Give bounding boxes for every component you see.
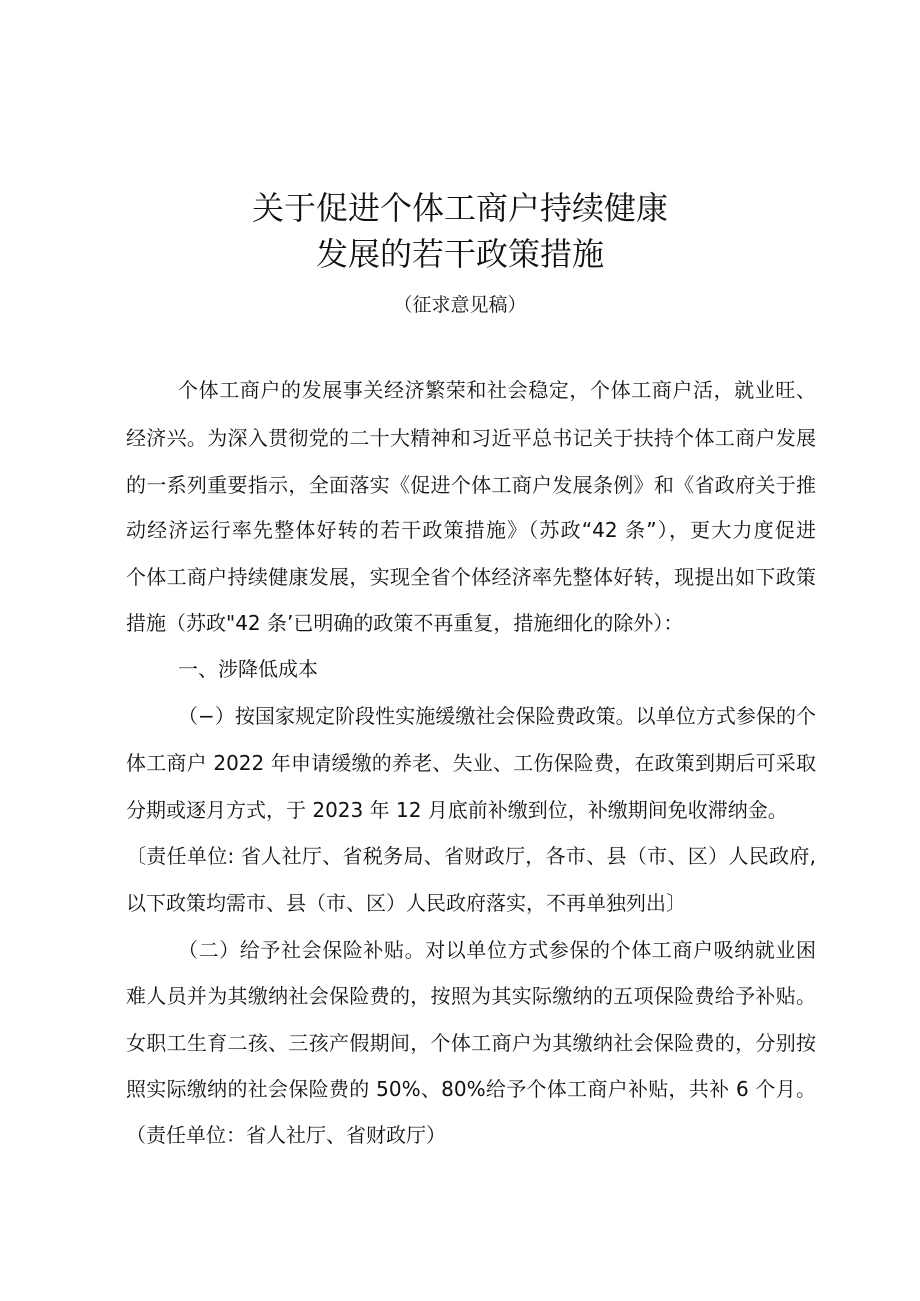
section-heading-1: 一、涉降低成本 [178,657,318,681]
body-line-13: （二）给予社会保险补贴。对以单位方式参保的个体工商户吸纳就业困 [178,938,816,962]
document-title-line-2: 发展的若干政策措施 [315,235,604,273]
body-line-8: （−）按国家规定阶段性实施缓缴社会保险费政策。以单位方式参保的个 [178,704,816,728]
body-line-1: 个体工商户的发展事关经济繁荣和社会稳定，个体工商户活，就业旺、 [178,378,816,402]
document-title-line-1: 关于促进个体工商户持续健康 [251,189,668,227]
body-line-5: 个体工商户持续健康发展，实现全省个体经济率先整体好转，现提出如下政策 [126,565,816,589]
document-subtitle: （征求意见稿） [393,294,527,316]
body-line-6: 措施（苏政"42 条’已明确的政策不再重复，措施细化的除外）： [126,611,684,635]
body-line-4: 动经济运行率先整体好转的若干政策措施》（苏政“42 条”），更大力度促进 [126,518,816,542]
body-line-10: 分期或逐月方式，于 2023 年 12 月底前补缴到位，补缴期间免收滞纳金。 [126,798,788,822]
body-line-12: 以下政策均需市、县（市、区）人民政府落实，不再单独列出〕 [126,891,686,915]
body-line-15: 女职工生育二孩、三孩产假期间，个体工商户为其缴纳社会保险费的，分别按 [126,1031,816,1055]
body-line-14: 难人员并为其缴纳社会保险费的，按照为其实际缴纳的五项保险费给予补贴。 [126,984,816,1008]
body-line-2: 经济兴。为深入贯彻党的二十大精神和习近平总书记关于扶持个体工商户发展 [126,426,816,450]
body-line-16: 照实际缴纳的社会保险费的 50%、80%给予个体工商户补贴，共补 6 个月。 [126,1077,816,1101]
body-line-3: 的一系列重要指示，全面落实《促进个体工商户发展条例》和《省政府关于推 [126,473,816,497]
body-line-9: 体工商户 2022 年申请缓缴的养老、失业、工伤保险费，在政策到期后可采取 [126,751,816,775]
body-line-11: 〔责任单位: 省人社厅、省税务局、省财政厅，各市、县（市、区）人民政府, [126,844,816,868]
body-line-17: （责任单位：省人社厅、省财政厅） [126,1123,446,1147]
